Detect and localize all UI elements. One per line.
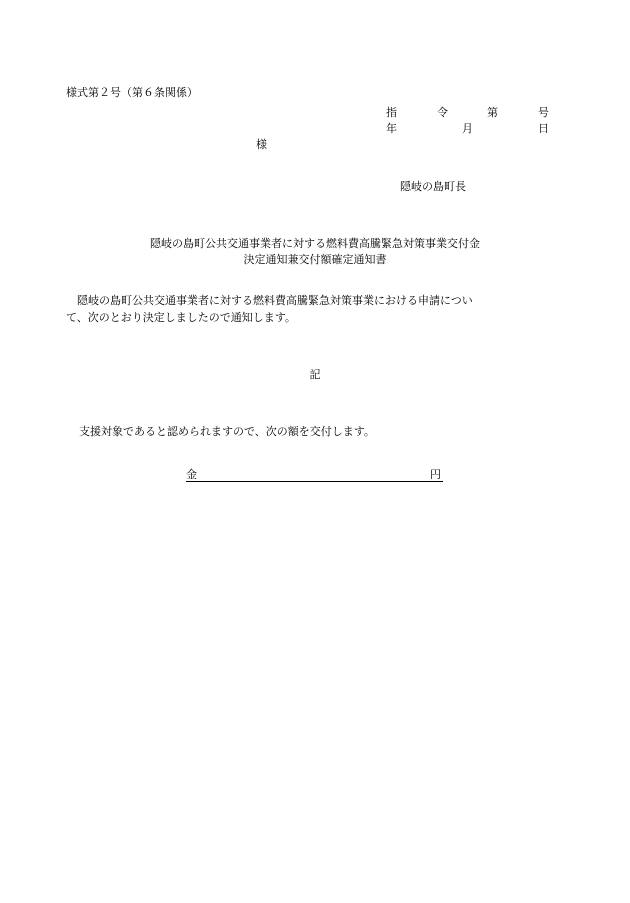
amount-prefix: 金 <box>186 468 197 481</box>
form-number-label: 様式第２号（第６条関係） <box>66 86 198 99</box>
document-title-line2: 決定通知兼交付額確定通知書 <box>243 253 387 266</box>
body-text-line1 <box>66 295 473 306</box>
header-rei: 令 <box>437 106 448 119</box>
header-hi: 日 <box>538 122 549 135</box>
amount-suffix: 円 <box>430 468 441 481</box>
body-text-line1-content: 隠岐の島町公共交通事業者に対する燃料費高騰緊急対策事業における申請につい <box>77 294 473 307</box>
header-dai: 第 <box>487 106 498 119</box>
support-text: 支援対象であると認められますので、次の額を交付します。 <box>79 425 375 438</box>
header-gou: 号 <box>538 106 549 119</box>
header-nen: 年 <box>386 122 397 135</box>
document-title-line1: 隠岐の島町公共交通事業者に対する燃料費高騰緊急対策事業交付金 <box>150 237 480 250</box>
amount-underline <box>186 481 443 482</box>
issuer-name: 隠岐の島町長 <box>400 180 466 193</box>
header-sashirei: 指 <box>386 106 397 119</box>
header-tsuki: 月 <box>462 122 473 135</box>
body-text-line2: て、次のとおり決定しましたので通知します。 <box>66 311 296 324</box>
ki-marker: 記 <box>309 368 321 381</box>
recipient-honorific: 様 <box>256 138 267 151</box>
